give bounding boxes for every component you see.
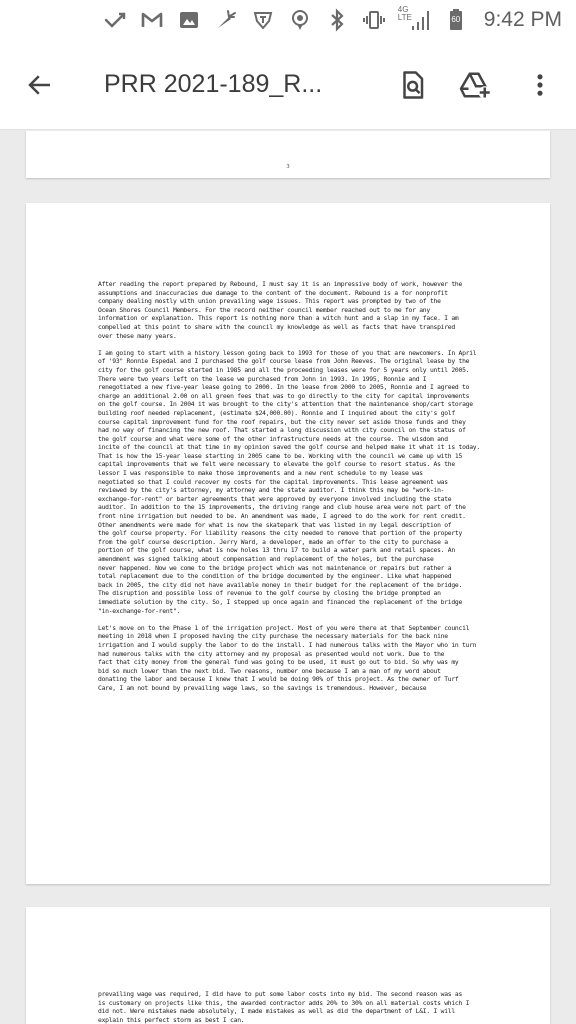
battery-level: 60 <box>451 15 461 24</box>
paragraph <box>98 350 511 616</box>
gmail-icon <box>139 8 165 32</box>
document-page <box>26 203 550 884</box>
network-badge-bottom: LTE <box>397 13 412 22</box>
text-line: building roof needed replacement, (estimate $24,000.00). Ronnie and I inquired about the city's golf <box>98 409 455 417</box>
app-bar <box>0 40 576 130</box>
text-line: meeting in 2018 when I proposed having the city purchase the necessary materials for the back nine <box>98 633 448 641</box>
text-line: After reading the report prepared by Rebound, I must say it is an impressive body of work, however the <box>98 281 463 288</box>
back-button[interactable] <box>16 61 64 109</box>
document-page <box>26 907 550 1024</box>
paragraph <box>98 625 511 694</box>
document-page <box>26 131 550 178</box>
text-line: the golf course and what were some of the other infrastructure needs at the course. The wisdom and <box>98 435 448 443</box>
text-line: auditor. In addition to the 15 improvements, the driving range and club house area were not part of the <box>98 504 466 512</box>
text-line: I am going to start with a history lesson going back to 1993 for those of you that are newcomers. In April <box>98 349 477 357</box>
text-line: "in-exchange-for-rent". <box>98 607 181 615</box>
battery-icon <box>443 8 469 32</box>
text-line: front nine irrigation but needed to be. An amendment was made, I agreed to do the work for rent credit. <box>98 513 466 521</box>
page-text <box>98 281 511 702</box>
text-line: total replacement due to the condition of the bridge documented by the engineer. Like what happened <box>98 573 452 581</box>
text-line: city for the golf course started in 1985 and all the proceeding leases were for 5 years only until 2005. <box>98 366 470 374</box>
network-badge-top: 4G <box>397 5 409 14</box>
app-actions <box>388 61 564 109</box>
text-line: exchange-for-rent" or barter agreements that were approved by everyone involved including the state <box>98 495 452 503</box>
text-line: had no way of financing the new roof. That started a long discussion with city council on the status of <box>98 427 466 435</box>
text-line: the golf course property. For liability reasons the city needed to remove that portion of the property <box>98 530 463 538</box>
text-line: information or explanation. This report is nothing more than a witch hunt and a slap in my face. I am <box>98 315 459 323</box>
text-line: Let's move on to the Phase 1 of the irrigation project. Most of you were there at that September council <box>98 624 470 632</box>
text-line: amendment was signed talking about compensation and replacement of the holes, but the purchase <box>98 556 434 563</box>
carrot-icon <box>213 8 239 32</box>
text-line: incite of the council at that time in my opinion saved the golf course and helped make it what it is today. <box>98 444 480 452</box>
text-line: had numerous talks with the city attorney and my proposal as presented would not work. Due to the <box>98 650 445 658</box>
text-line: portion of the golf course, what is now holes 13 thru 17 to build a water park and retail spaces. An <box>98 547 455 555</box>
back-arrow-icon <box>25 70 55 100</box>
text-line: Ocean Shores Council Members. For the record neither council member reached out to me for any <box>98 306 430 314</box>
text-line: Care, I am not bound by prevailing wage laws, so the savings is tremendous. However, because <box>98 684 427 692</box>
text-line: did not. Were mistakes made absolutely, I made mistakes as well as did the department of L&I. I will <box>98 1008 455 1016</box>
add-to-drive-icon <box>459 70 493 100</box>
text-line: renegotiated a new five-year lease going to 2000. In the lease from 2000 to 2005, Ronnie and I agreed to <box>98 384 470 392</box>
text-line: assumptions and inaccuracies due damage to the content of the document. Rebound is a for nonprofit <box>98 289 448 297</box>
missed-call-icon <box>102 8 128 32</box>
text-line: from the golf course description. Jerry Ward, a developer, made an offer to the city to purchase a <box>98 538 448 546</box>
shield-badge-icon <box>250 8 276 32</box>
clock: 9:42 PM <box>483 8 562 31</box>
text-line: is customary on projects like this, the awarded contractor adds 20% to 30% on all material costs which I <box>98 999 470 1007</box>
text-line: lessor I was responsible to make those improvements and a new rent schedule to my lease was <box>98 470 423 478</box>
text-line: donating the labor and because I knew that I would be doing 90% of this project. As the owner of Turf <box>98 676 459 684</box>
location-pin-icon <box>287 8 313 32</box>
vibrate-icon <box>361 8 387 32</box>
text-line: explain this perfect storm as best I can. <box>98 1016 245 1024</box>
paragraph <box>98 281 511 341</box>
text-line: course capital improvement fund for the roof repairs, but the city never set aside those funds and they <box>98 418 466 426</box>
text-line: charge an additional 2.00 on all green fees that was to go directly to the city for capital improvements <box>98 392 470 400</box>
document-viewer[interactable] <box>0 131 576 1024</box>
page-number: 3 <box>286 164 290 170</box>
status-icons <box>102 5 562 32</box>
text-line: compelled at this point to share with the council my knowledge as well as facts that have transpired <box>98 323 455 331</box>
more-vert-icon <box>526 71 554 99</box>
text-line: reviewed by the city's attorney, my attorney and the state auditor. I think this may be "work-in- <box>98 487 445 495</box>
text-line: immediate solution by the city. So, I stepped up once again and financed the replacement of the bridge <box>98 598 463 606</box>
find-in-document-button[interactable] <box>388 61 436 109</box>
text-line: back in 2005, the city did not have available money in their budget for the replacement of the bridge. <box>98 581 463 589</box>
text-line: That is how the 15-year lease starting in 2005 came to be. Working with the council we came up with 15 <box>98 452 463 460</box>
text-line: irrigation and I would supply the labor to do the install. I had numerous talks with the Mayor who in turn <box>98 641 477 649</box>
bluetooth-icon <box>324 8 350 32</box>
text-line: The disruption and possible loss of revenue to the golf course by closing the bridge prompted an <box>98 590 441 598</box>
status-bar <box>0 0 576 40</box>
document-title: PRR 2021-189_R... <box>104 70 323 98</box>
text-line: Other amendments were made for what is now the skatepark that was listed in my legal description of <box>98 521 452 529</box>
signal-icon <box>397 5 432 32</box>
photos-icon <box>176 8 202 32</box>
search-document-icon <box>397 70 427 100</box>
text-line: on the golf course. In 2004 it was brought to the city's attention that the maintenance shop/cart storage <box>98 401 473 409</box>
text-line: of '93" Ronnie Espedal and I purchased the golf course lease from John Reeves. The original lease by the <box>98 358 470 366</box>
text-line: fact that city money from the general fund was going to be used, it must go out to bid. So why was my <box>98 659 459 667</box>
text-line: bid so much lower than the next bid. Two reasons, number one because I am a man of my word about <box>98 667 441 675</box>
more-options-button[interactable] <box>516 61 564 109</box>
text-line: prevailing wage was required, I did have to put some labor costs into my bid. The second reason was as <box>98 991 463 998</box>
text-line: never happened. Now we come to the bridge project which was not maintenance or repairs but rather a <box>98 564 452 572</box>
text-line: company dealing mostly with union prevailing wage issues. This report was prompted by two of the <box>98 298 441 306</box>
text-line: capital improvements that we felt were necessary to elevate the golf course to resort status. As the <box>98 461 455 469</box>
text-line: There were two years left on the lease we purchased from John in 1993. In 1995, Ronnie and I <box>98 375 427 383</box>
text-line: negotiated so that I could recover my costs for the capital improvements. This lease agreement was <box>98 478 448 486</box>
page-text <box>98 991 511 1024</box>
add-to-drive-button[interactable] <box>452 61 500 109</box>
text-line: over these many years. <box>98 332 177 340</box>
